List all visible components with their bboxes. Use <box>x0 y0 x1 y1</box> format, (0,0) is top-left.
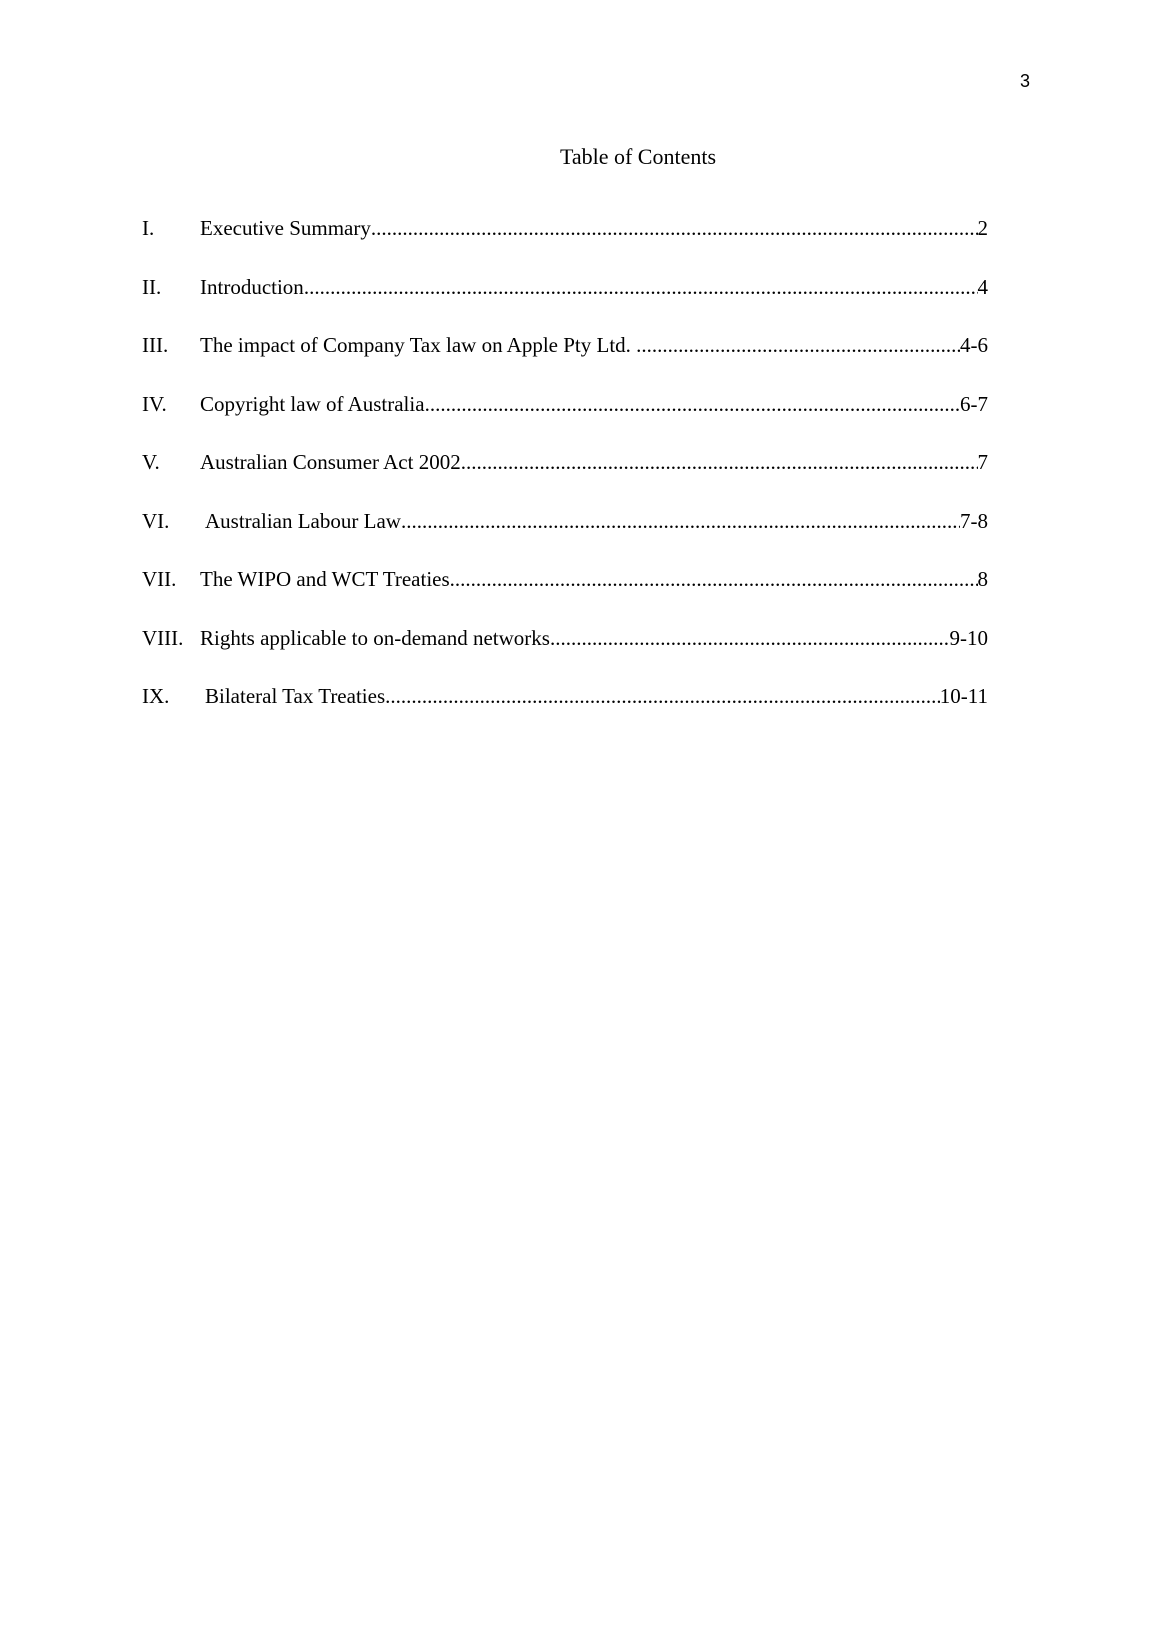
dot-leader <box>401 507 960 535</box>
toc-entry-page: 7 <box>977 450 988 474</box>
toc-entry-title: Copyright law of Australia <box>200 391 425 416</box>
dot-leader <box>636 331 960 359</box>
dot-leader <box>425 390 960 418</box>
toc-entry-page: 7-8 <box>960 508 988 533</box>
toc-entry-title: Introduction <box>200 274 304 299</box>
toc-entry-page: 6-7 <box>960 391 988 416</box>
toc-title: Table of Contents <box>559 144 717 169</box>
dot-leader <box>371 214 978 242</box>
page-number: 3 <box>1019 71 1030 91</box>
toc-entry-on-demand-networks[interactable] <box>142 624 988 683</box>
toc-entry-title: Rights applicable to on-demand networks <box>200 625 550 650</box>
toc-entry-page: 4-6 <box>960 333 988 357</box>
toc-entry-number: VII. <box>142 567 177 591</box>
toc-entry-page: 8 <box>977 567 988 591</box>
toc-entry-number: IV. <box>142 391 167 416</box>
toc-entry-number: II. <box>142 274 162 299</box>
toc-entry-page: 10-11 <box>939 684 988 708</box>
toc-entry-company-tax-law[interactable] <box>142 331 988 390</box>
toc-entry-page: 4 <box>977 274 988 299</box>
dot-leader <box>461 448 978 476</box>
toc-entry-page: 9-10 <box>949 625 988 650</box>
toc-entry-title: Australian Consumer Act 2002 <box>200 450 461 474</box>
dot-leader <box>385 682 940 710</box>
toc-entry-labour-law[interactable] <box>142 507 988 566</box>
toc-entry-copyright-law[interactable] <box>142 390 988 449</box>
toc-entry-wipo-wct-treaties[interactable] <box>142 565 988 624</box>
toc-entry-page: 2 <box>977 216 988 240</box>
dot-leader <box>450 565 978 593</box>
dot-leader <box>550 624 950 652</box>
toc-entry-number: V. <box>142 450 160 474</box>
toc-entry-executive-summary[interactable] <box>142 214 988 273</box>
toc-entry-number: VIII. <box>142 625 184 650</box>
toc-entry-number: I. <box>142 216 155 240</box>
toc-entry-title: Bilateral Tax Treaties <box>205 684 386 708</box>
toc-entry-title: The WIPO and WCT Treaties <box>200 567 450 591</box>
dot-leader <box>304 273 978 301</box>
toc-entry-number: VI. <box>142 508 170 533</box>
toc-entry-title: Executive Summary <box>200 216 371 240</box>
toc-entry-number: III. <box>142 333 169 357</box>
toc-entry-consumer-act[interactable] <box>142 448 988 507</box>
toc-entry-introduction[interactable] <box>142 273 988 332</box>
toc-entry-title: Australian Labour Law <box>205 508 401 533</box>
toc-entry-bilateral-tax-treaties[interactable] <box>142 682 988 741</box>
table-of-contents <box>142 214 988 741</box>
toc-title-container <box>0 143 1158 171</box>
toc-entry-number: IX. <box>142 684 170 708</box>
toc-entry-title: The impact of Company Tax law on Apple Pty Ltd. <box>200 333 637 357</box>
